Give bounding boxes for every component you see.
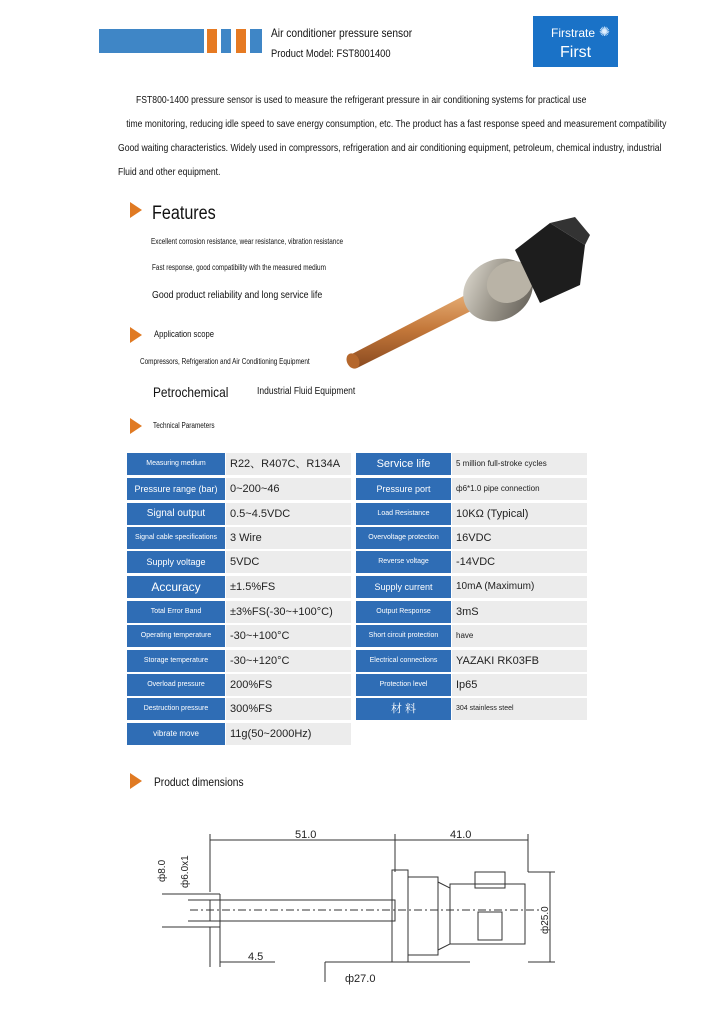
brand-logo: Firstrate ✺ First: [533, 16, 618, 67]
dim-6: ф6.0x1: [180, 855, 191, 888]
param-label: Signal output: [127, 503, 225, 525]
param-label: Accuracy: [127, 576, 225, 598]
product-model: Product Model: FST8001400: [271, 48, 391, 60]
dimensions-heading: Product dimensions: [154, 775, 244, 789]
dimension-drawing: [150, 822, 570, 992]
spark-icon: ✺: [599, 24, 610, 39]
param-label: Reverse voltage: [356, 551, 451, 573]
param-label: vibrate move: [127, 723, 225, 745]
param-value: ф6*1.0 pipe connection: [452, 478, 587, 500]
param-value: ±3%FS(-30~+100°C): [226, 601, 351, 623]
table-row: [127, 478, 587, 500]
param-label: Protection level: [356, 674, 451, 696]
param-label: Measuring medium: [127, 453, 225, 475]
feature-item: Excellent corrosion resistance, wear resistance, vibration resistance: [151, 237, 344, 246]
feature-item: Fast response, good compatibility with the measured medium: [152, 263, 326, 272]
param-label: 材 料: [356, 698, 451, 720]
param-value: -14VDC: [452, 551, 587, 573]
param-label: Overload pressure: [127, 674, 225, 696]
dim-41: 41.0: [450, 829, 472, 841]
intro-paragraph: FST800-1400 pressure sensor is used to measure the refrigerant pressure in air conditioning systems for practical use time monitoring, reducing idle speed to save energy consumption, etc. The product has a fast response speed and measurement compatibility Good waiting characteristics. Widely used in compressors, refrigeration and air conditioning equipment, petroleum, chemical industry, industrial Fluid and other equipment.: [118, 94, 667, 178]
param-value: 10mA (Maximum): [452, 576, 587, 598]
application-line: Compressors, Refrigeration and Air Conditioning Equipment: [140, 357, 310, 366]
dim-4-5: 4.5: [248, 951, 264, 963]
table-row: [127, 723, 587, 745]
table-row: [127, 674, 587, 696]
param-value: 0~200~46: [226, 478, 351, 500]
param-value: -30~+100°C: [226, 625, 351, 647]
param-value: -30~+120°C: [226, 650, 351, 672]
param-label: Overvoltage protection: [356, 527, 451, 549]
tech-arrow-icon: [130, 418, 142, 434]
table-row: [127, 576, 587, 598]
param-label: Total Error Band: [127, 601, 225, 623]
table-row: [127, 453, 587, 475]
header-stripe-4: [250, 29, 262, 53]
header-stripe-1: [207, 29, 217, 53]
sensor-product-image: [335, 205, 595, 380]
param-value: 300%FS: [226, 698, 351, 720]
dim-27: ф27.0: [345, 973, 376, 985]
param-value: 16VDC: [452, 527, 587, 549]
application-fluid: Industrial Fluid Equipment: [257, 386, 356, 397]
param-label: Supply current: [356, 576, 451, 598]
param-label: Load Resistance: [356, 503, 451, 525]
header-stripe-3: [236, 29, 246, 53]
param-label: Signal cable specifications: [127, 527, 225, 549]
dim-51: 51.0: [295, 829, 317, 841]
dimensions-arrow-icon: [130, 773, 142, 789]
param-label: Operating temperature: [127, 625, 225, 647]
param-value: 11g(50~2000Hz): [226, 723, 351, 745]
table-row: [127, 551, 587, 573]
param-label: Output Response: [356, 601, 451, 623]
param-value: R22、R407C、R134A: [226, 453, 351, 475]
header-bar-left: [99, 29, 204, 53]
param-value: 0.5~4.5VDC: [226, 503, 351, 525]
param-value: have: [452, 625, 587, 647]
param-label: Destruction pressure: [127, 698, 225, 720]
param-value: 10KΩ (Typical): [452, 503, 587, 525]
param-value: Ip65: [452, 674, 587, 696]
product-title: Air conditioner pressure sensor: [271, 26, 413, 40]
application-heading: Application scope: [154, 329, 214, 339]
table-row: [127, 527, 587, 549]
table-row: [127, 650, 587, 672]
param-label: Service life: [356, 453, 451, 475]
param-label: Pressure port: [356, 478, 451, 500]
param-value: ±1.5%FS: [226, 576, 351, 598]
application-arrow-icon: [130, 327, 142, 343]
param-label: Supply voltage: [127, 551, 225, 573]
features-heading: Features: [152, 203, 216, 224]
feature-item: Good product reliability and long service life: [152, 290, 323, 301]
param-value: 5VDC: [226, 551, 351, 573]
features-arrow-icon: [130, 202, 142, 218]
table-row: [127, 625, 587, 647]
param-label: Storage temperature: [127, 650, 225, 672]
param-label: Electrical connections: [356, 650, 451, 672]
tech-heading: Technical Parameters: [153, 421, 215, 430]
param-label: Pressure range (bar): [127, 478, 225, 500]
param-value: 304 stainless steel: [452, 698, 587, 720]
table-row: [127, 503, 587, 525]
param-value: 5 million full-stroke cycles: [452, 453, 587, 475]
table-row: [127, 601, 587, 623]
param-value: 3mS: [452, 601, 587, 623]
application-petrochemical: Petrochemical: [153, 384, 229, 400]
dim-8: ф8.0: [157, 859, 168, 882]
dim-25: ф25.0: [540, 906, 551, 934]
param-value: 200%FS: [226, 674, 351, 696]
table-row: [127, 698, 587, 720]
header-stripe-2: [221, 29, 231, 53]
param-label: Short circuit protection: [356, 625, 451, 647]
param-value: YAZAKI RK03FB: [452, 650, 587, 672]
param-value: 3 Wire: [226, 527, 351, 549]
